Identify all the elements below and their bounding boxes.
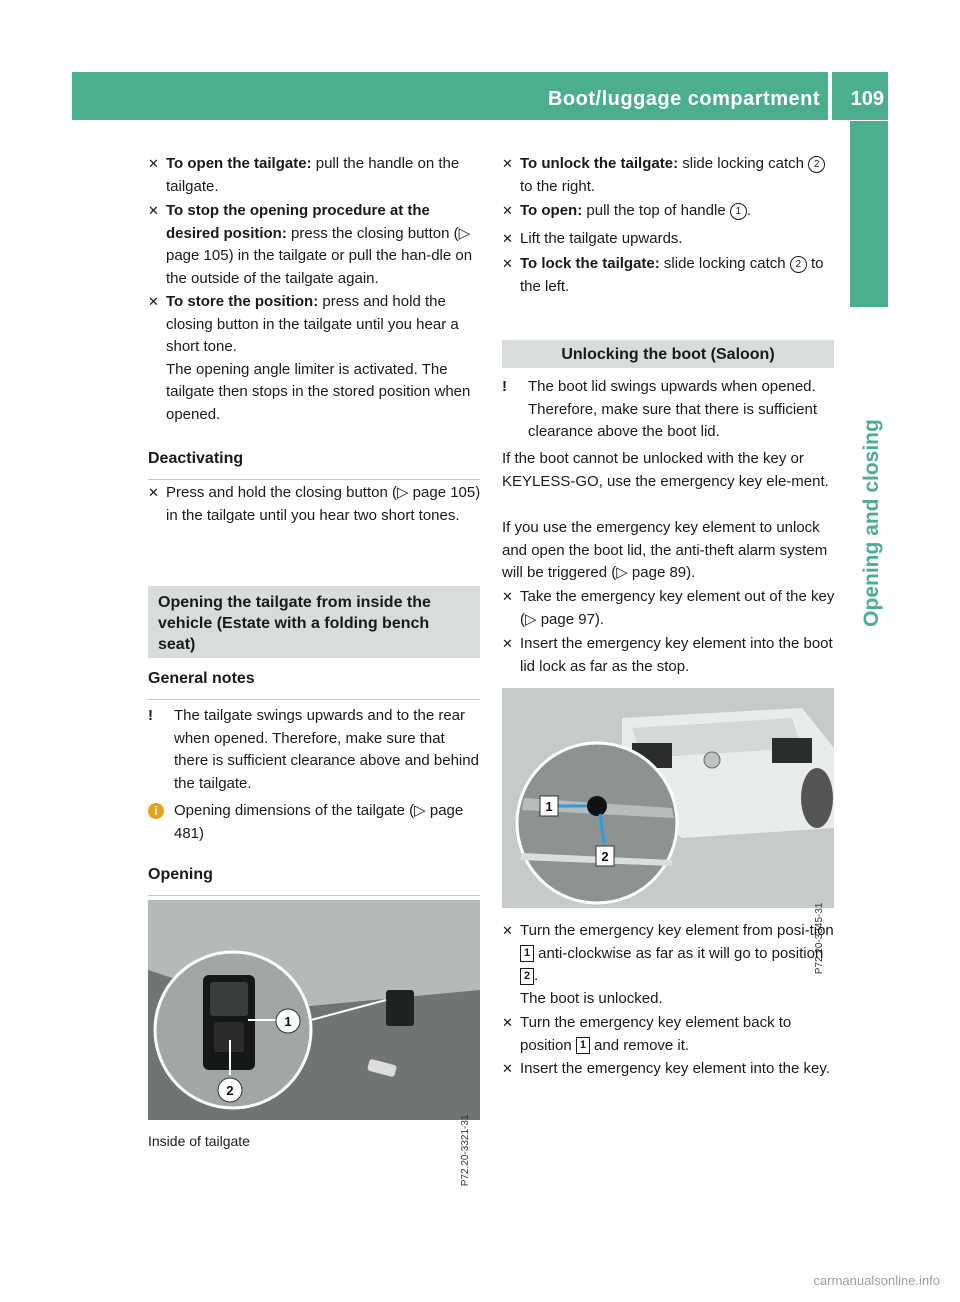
info-icon: i <box>148 803 164 819</box>
arrow-icon: ✕ <box>502 636 513 651</box>
subheading-general-notes: General notes <box>148 668 480 700</box>
paragraph: If you use the emergency key element to unlock and open the boot lid, the anti-theft alarm system will be triggered (▷ page 89). <box>502 519 828 581</box>
figure-code: P72.20-3345-31 <box>814 902 826 974</box>
arrow-icon: ✕ <box>502 156 513 171</box>
page-header <box>72 72 888 120</box>
warning-note: ! The boot lid swings upwards when opened. Therefore, make sure that there is sufficient clearance above the boot lid. <box>502 378 818 440</box>
arrow-icon: ✕ <box>148 156 159 171</box>
subheading-opening: Opening <box>148 864 480 896</box>
warning-icon: ! <box>502 378 507 395</box>
callout-label-1: 1 <box>284 1014 292 1029</box>
arrow-icon: ✕ <box>148 203 159 218</box>
tailgate-illustration <box>148 900 480 1120</box>
arrow-icon: ✕ <box>502 589 513 604</box>
list-item: ✕ Take the emergency key element out of the key (▷ page 97). <box>502 588 835 628</box>
arrow-icon: ✕ <box>148 485 159 500</box>
arrow-icon: ✕ <box>502 1061 513 1076</box>
arrow-icon: ✕ <box>502 923 513 938</box>
arrow-icon: ✕ <box>502 256 513 271</box>
figure-caption: Inside of tailgate <box>148 1133 250 1149</box>
paragraph: If the boot cannot be unlocked with the key or KEYLESS-GO, use the emergency key ele-ment. <box>502 450 829 490</box>
watermark: carmanualsonline.info <box>813 1272 940 1288</box>
list-item: ✕ Insert the emergency key element into the key. <box>502 1058 836 1081</box>
list-item: ✕ To lock the tailgate: slide locking catch 2 to the left. <box>502 255 824 295</box>
info-note: i Opening dimensions of the tailgate (▷ page 481) <box>148 800 480 845</box>
section-title: Opening the tailgate from inside the vehicle (Estate with a folding bench seat) <box>148 586 480 658</box>
list-item: ✕ To stop the opening procedure at the desired position: press the closing button (▷ page 105) in the tailgate or pull the han-dle on the outside of the tailgate again. <box>148 202 473 287</box>
callout-label-1: 1 <box>545 799 553 814</box>
list-item: ✕ To open: pull the top of handle 1 . <box>502 200 836 223</box>
arrow-icon: ✕ <box>148 294 159 309</box>
callout-label-2: 2 <box>226 1083 234 1098</box>
header-separator <box>828 72 832 120</box>
list-item: ✕ To open the tailgate: pull the handle on the tailgate. <box>148 155 460 195</box>
list-item: ✕ To unlock the tailgate: slide locking catch 2 to the right. <box>502 153 836 198</box>
figure-code: P72.20-3321-31 <box>460 1114 472 1186</box>
section-title: Unlocking the boot (Saloon) <box>502 340 834 368</box>
list-item: ✕ Lift the tailgate upwards. <box>502 228 836 251</box>
warning-note: ! The tailgate swings upwards and to the rear when opened. Therefore, make sure that there is sufficient clearance above and behind the tailgate. <box>148 707 479 792</box>
list-item: ✕ Press and hold the closing button (▷ page 105) in the tailgate until you hear two short tones. <box>148 484 481 524</box>
chapter-tab <box>850 121 888 307</box>
list-item: ✕ Insert the emergency key element into the boot lid lock as far as the stop. <box>502 635 833 675</box>
arrow-icon: ✕ <box>502 203 513 218</box>
list-item: ✕ Turn the emergency key element from posi-tion 1 anti-clockwise as far as it will go to position 2 . The boot is unlocked. <box>502 922 834 1007</box>
page-number: 109 <box>850 88 884 110</box>
list-item: ✕ To store the position: press and hold the closing button in the tailgate until you hear a short tone. The opening angle limiter is activated. The tailgate then stops in the stored position when opened. <box>148 293 471 423</box>
list-item: ✕ Turn the emergency key element back to position 1 and remove it. <box>502 1014 792 1054</box>
boot-lid-illustration <box>502 688 834 908</box>
chapter-label: Opening and closing <box>859 419 883 627</box>
arrow-icon: ✕ <box>502 1015 513 1030</box>
warning-icon: ! <box>148 707 153 724</box>
subheading-deactivating: Deactivating <box>148 448 480 480</box>
arrow-icon: ✕ <box>502 231 513 246</box>
header-title: Boot/luggage compartment <box>547 88 820 110</box>
callout-label-2: 2 <box>601 849 609 864</box>
